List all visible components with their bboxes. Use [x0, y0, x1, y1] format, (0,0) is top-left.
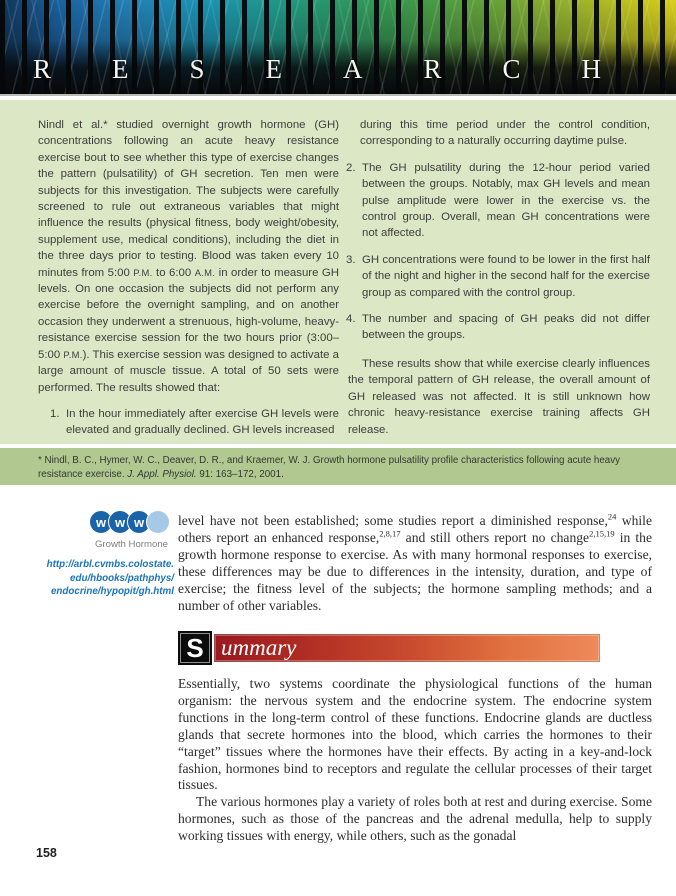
summary-section: [178, 676, 652, 845]
body-paragraph: [178, 513, 652, 614]
research-paragraph-text: to 6:00: [152, 266, 195, 279]
page-number: 158: [36, 846, 57, 860]
smallcaps-pm: P.M.: [133, 266, 153, 278]
web-resource-link[interactable]: [28, 558, 174, 599]
banner-letter: R: [423, 54, 442, 84]
footnote-citation: [0, 448, 676, 482]
research-list-item-4: [346, 311, 650, 344]
research-list-item-2: [346, 160, 650, 242]
banner-letter: E: [265, 54, 282, 84]
www-icon: [28, 510, 170, 534]
body-text: while others report an enhanced response,: [178, 513, 652, 545]
www-circle-icon: w: [108, 510, 132, 534]
research-column-right: [346, 117, 650, 438]
body-text: level have not been established; some studies report a diminished response,: [178, 513, 608, 528]
research-column-left: [38, 117, 339, 439]
list-item-text: In the hour immediately after exercise GH levels were elevated and gradually declined. GH levels increased: [66, 407, 339, 437]
body-text-column: [178, 513, 652, 614]
research-banner-title: [33, 54, 601, 85]
list-number: 3.: [346, 253, 356, 266]
research-paragraph-text: ). This exercise session was designed to activate a large amount of muscle tissue. A total of 50 sets were performed. The results showed that:: [38, 348, 339, 394]
web-resource-label: Growth Hormone: [94, 539, 168, 550]
url-line: edu/hbooks/pathphys/: [70, 572, 174, 584]
citation-superscript: 2,8,17: [379, 528, 401, 539]
research-paragraph: [38, 117, 339, 396]
footnote-text-pre: * Nindl, B. C., Hymer, W. C., Deaver, D. R., and Kraemer, W. J. Growth hormone pulsatility profile characteristics following acute heavy resistance exercise.: [38, 455, 621, 480]
summary-paragraph-1: Essentially, two systems coordinate the physiological functions of the human organism: the nervous system and the endocrine system. The endocrine system functions in the long-term control of these functions. Endocrine glands are ductless glands that secrete hormones into the blood, which carries the hormones to their “target” tissues where the hormones have their effects. By acting in a key-and-lock fashion, hormones bind to receptors and regulate the cellular processes of their target tissues.: [178, 676, 652, 793]
footnote-text-post: 91: 163–172, 2001.: [196, 469, 284, 480]
summary-heading: [178, 631, 600, 665]
footnote-band: [0, 448, 676, 485]
banner-letter: R: [33, 54, 52, 84]
banner-letter: A: [342, 54, 363, 84]
research-closing-paragraph: These results show that while exercise clearly influences the temporal pattern of GH release, the overall amount of GH released was not affected. It is still unknown how chronic heavy-resistance exercise training affects GH release.: [348, 357, 650, 436]
research-paragraph-text: in order to measure GH levels. On one occasion the subjects did not perform any exercise before the overnight sampling, and on another occasion they underwent a strenuous, high-volume, heavy-resistance exercise session for the two hours prior (3:00–5:00: [38, 266, 339, 361]
list-item-text: GH concentrations were found to be lower in the first half of the night and higher in the second half for the exercise group as compared with the control group.: [362, 253, 650, 299]
summary-paragraph-2: The various hormones play a variety of roles both at rest and during exercise. Some hormones, such as those of the pancreas and the adrenal medulla, help to supply working tissues with energy, while others, such as the gonadal: [178, 794, 652, 844]
list-number: 1.: [50, 407, 60, 420]
research-list-item-3: [346, 252, 650, 301]
banner-letter: E: [112, 54, 129, 84]
web-resource-sidebar: [28, 510, 174, 599]
summary-initial-letter: S: [178, 631, 212, 665]
research-study-box: [0, 100, 676, 444]
list-number: 4.: [346, 313, 356, 326]
research-list-item-1: [38, 406, 339, 439]
banner-letter: H: [581, 54, 601, 84]
research-list-item-1-continued: during this time period under the control condition, corresponding to a naturally occurring daytime pulse.: [360, 119, 650, 148]
list-item-text: The number and spacing of GH peaks did not differ between the groups.: [362, 313, 650, 342]
body-text: and still others report no change: [400, 529, 590, 545]
smallcaps-am: A.M.: [194, 266, 216, 278]
list-item-text: The GH pulsatility during the 12-hour period varied between the groups. Notably, max GH levels and mean pulse amplitude were lower in the exercise vs. the control group. Overall, mean GH concentrations were not affected.: [362, 161, 650, 240]
summary-title-bar: ummary: [214, 634, 600, 662]
list-number: 2.: [346, 161, 356, 174]
banner-letter: S: [189, 54, 205, 84]
footnote-journal-name: J. Appl. Physiol.: [127, 469, 197, 480]
www-circle-icon: w: [89, 510, 113, 534]
body-text: in the growth hormone response to exercise. As with many hormonal responses to exercise, these differences may be due to differences in the intensity, duration, and type of exercise; the fitness level of the subjects; the hormone sampling methods; and a number of other variables.: [178, 529, 653, 613]
banner-letter: C: [502, 54, 521, 84]
research-paragraph-text: Nindl et al.* studied overnight growth hormone (GH) concentrations following an acute heavy resistance exercise bout to see whether this type of exercise changes the pattern (pulsatility) of GH secretion. Ten men were subjects for this investigation. The subjects were carefully screened to rule out extraneous variables that might influence the results (physical fitness, body weight/obesity, supplement use, medical conditions), including the diet in the three days prior to testing. Blood was taken every 10 minutes from 5:00: [38, 119, 339, 279]
citation-superscript: 24: [607, 511, 617, 522]
www-circle-icon: w: [127, 510, 151, 534]
research-banner: [0, 0, 676, 96]
url-line: http://arbl.cvmbs.colostate.: [46, 559, 174, 570]
www-circle-blank-icon: [146, 510, 170, 534]
citation-superscript: 2,15,19: [589, 528, 615, 539]
smallcaps-pm: P.M.: [63, 348, 83, 360]
url-line: endocrine/hypopit/gh.html: [50, 586, 174, 597]
